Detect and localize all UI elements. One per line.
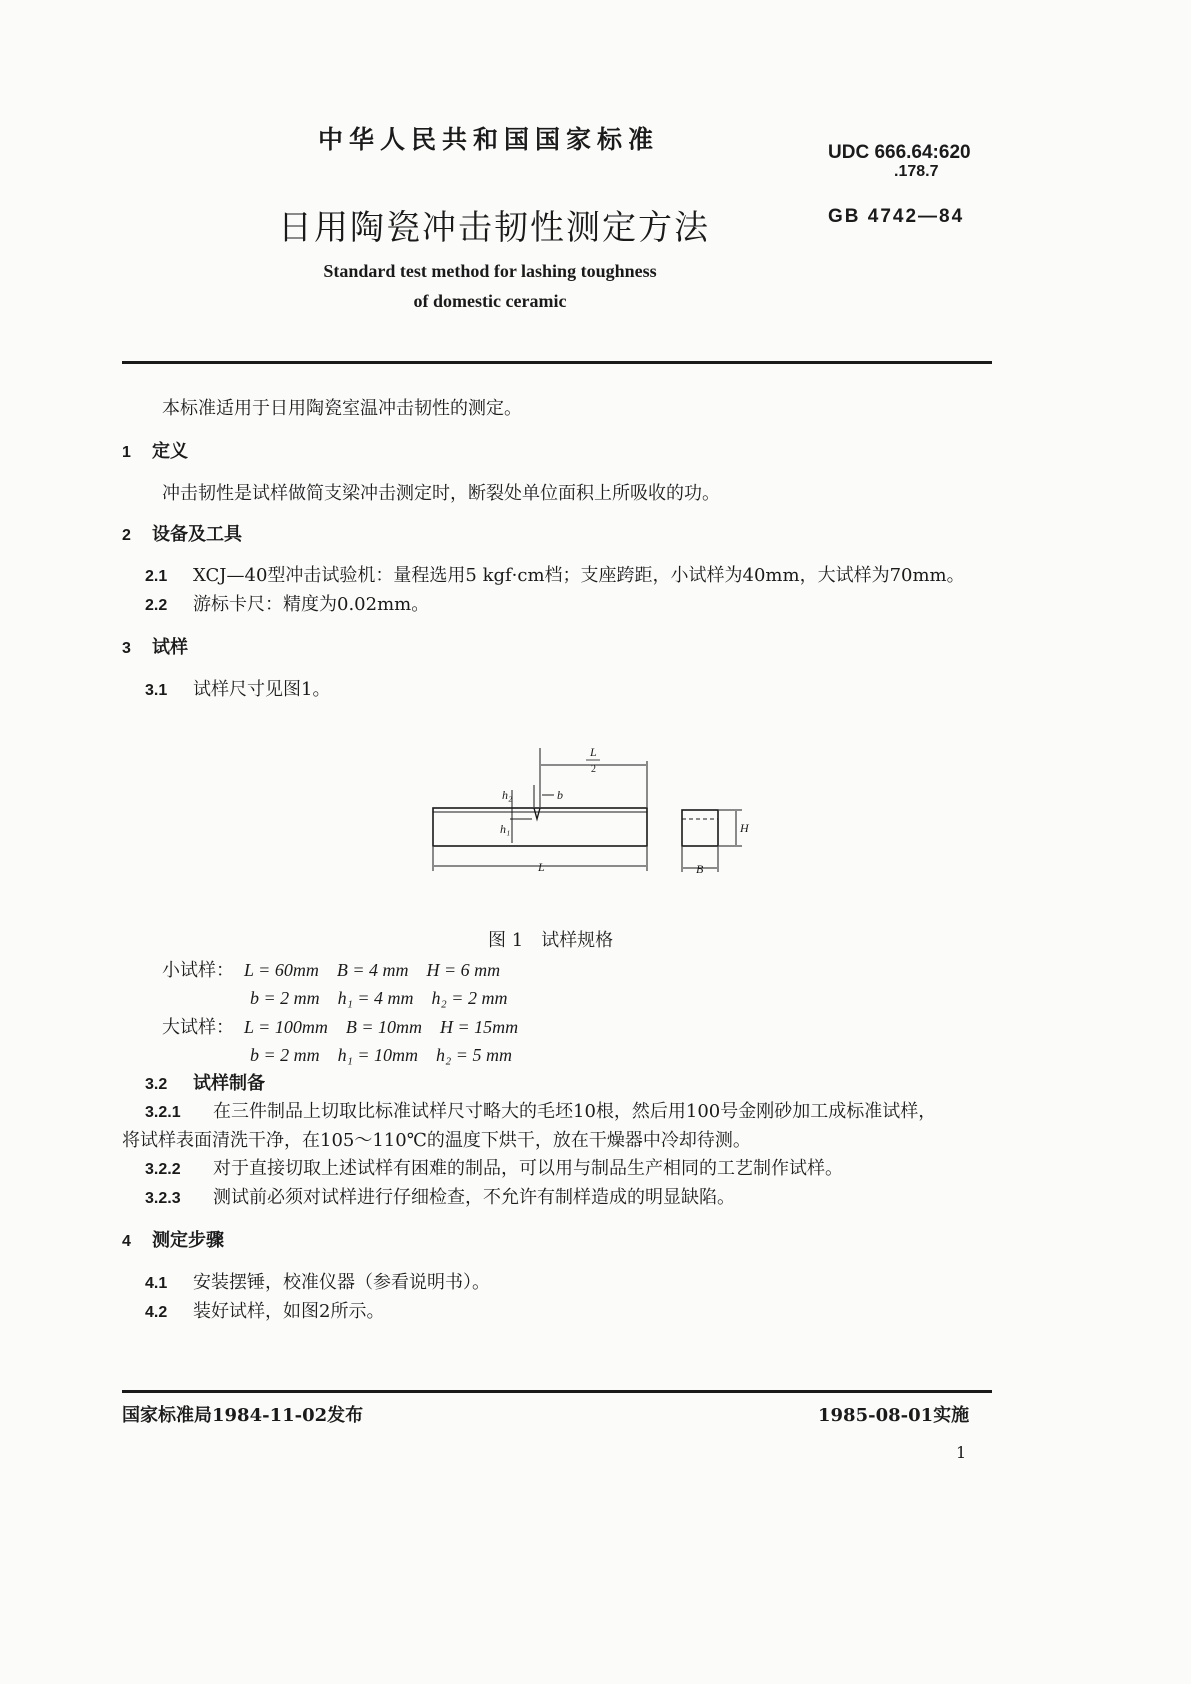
small-specimen-dims-1: L = 60mm B = 4 mm H = 6 mm [244,960,501,980]
notch-shape [534,808,540,819]
title-english-line-2: of domestic ceramic [413,291,567,311]
intro-text: 本标准适用于日用陶瓷室温冲击韧性的测定。 [162,398,522,419]
clause-number: 3.2.3 [145,1190,181,1207]
clause-text: 游标卡尺：精度为0.02mm。 [193,594,430,615]
clause-3-2-2 [145,1154,843,1180]
large-specimen-dims-2: b = 2 mm h₁ = 10mm h₂ = 5 mm [250,1045,512,1065]
clause-text: 安装摆锤，校准仪器（参看说明书）。 [193,1272,490,1293]
large-specimen-label: 大试样： [162,1017,234,1037]
clause-number: 2.2 [145,597,168,614]
title-english-line-1: Standard test method for lashing toughness [323,261,657,281]
clause-text: 测试前必须对试样进行仔细检查，不允许有制样造成的明显缺陷。 [213,1187,735,1208]
clause-number: 3.2.2 [145,1161,181,1178]
page-number: 1 [956,1443,967,1462]
clause-4-2 [145,1297,384,1323]
section-title: 试样 [152,637,188,658]
section-4-heading [122,1226,224,1252]
section-title: 定义 [152,441,188,462]
notch-width-label: b [557,788,563,802]
clause-number: 4.1 [145,1275,168,1292]
clause-3-2-1 [145,1097,936,1123]
length-label: L [538,860,545,874]
half-length-label: L [590,745,597,759]
title-chinese: 日用陶瓷冲击韧性测定方法 [278,208,710,248]
clause-number: 3.1 [145,682,168,699]
udc-code: UDC 666.64:620 [828,142,971,163]
half-length-denominator: 2 [591,764,596,775]
footer-rule [122,1390,992,1393]
section-1-heading [122,437,188,463]
clause-text: 试样尺寸见图1。 [193,679,331,700]
udc-code-sub: .178.7 [894,163,939,180]
section-2-heading [122,520,242,546]
section-number: 2 [122,527,131,544]
figure-caption: 图 1 试样规格 [488,930,614,951]
clause-3-2-heading [145,1069,265,1095]
small-specimen-dims-2: b = 2 mm h₁ = 4 mm h₂ = 2 mm [250,988,508,1008]
section-title: 测定步骤 [152,1230,224,1251]
clause-2-1 [145,561,965,587]
clause-4-1 [145,1268,490,1294]
clause-number: 3.2 [145,1076,168,1093]
header-rule [122,361,992,364]
specimen-figure [420,735,780,885]
definition-text: 冲击韧性是试样做简支梁冲击测定时，断裂处单位面积上所吸收的功。 [162,483,720,504]
section-number: 4 [122,1233,131,1250]
clause-text: XCJ—40型冲击试验机：量程选用5 kgf·cm档；支座跨距，小试样为40mm，大试样为70mm。 [193,565,965,586]
gb-number: GB 4742—84 [828,206,965,227]
clause-number: 2.1 [145,568,168,585]
clause-3-2-3 [145,1183,735,1209]
clause-number: 3.2.1 [145,1104,181,1121]
clause-3-1 [145,675,330,701]
issue-date: 国家标准局1984-11-02发布 [122,1405,364,1426]
specimen-bar [433,808,647,846]
section-number: 1 [122,444,131,461]
small-specimen-label: 小试样： [162,960,234,980]
title-english [230,256,750,316]
clause-title: 试样制备 [193,1073,265,1094]
notch-depth-label: h₂ [502,788,513,802]
section-number: 3 [122,640,131,657]
clause-number: 4.2 [145,1304,168,1321]
clause-2-2 [145,590,429,616]
remaining-height-label: h₁ [500,822,511,836]
section-title: 设备及工具 [152,524,242,545]
standard-org: 中华人民共和国国家标准 [318,125,660,154]
width-label: B [696,862,704,876]
clause-text: 在三件制品上切取比标准试样尺寸略大的毛坯10根，然后用100号金刚砂加工成标准试样， [213,1101,937,1122]
section-3-heading [122,633,188,659]
effective-date: 1985-08-01实施 [818,1405,970,1426]
height-label: H [740,821,749,835]
clause-text: 装好试样，如图2所示。 [193,1301,385,1322]
cross-section [682,810,718,846]
clause-text: 对于直接切取上述试样有困难的制品，可以用与制品生产相同的工艺制作试样。 [213,1158,843,1179]
clause-3-2-1-continued: 将试样表面清洗干净，在105～110℃的温度下烘干，放在干燥器中冷却待测。 [122,1130,751,1151]
large-specimen-dims-1: L = 100mm B = 10mm H = 15mm [244,1017,519,1037]
